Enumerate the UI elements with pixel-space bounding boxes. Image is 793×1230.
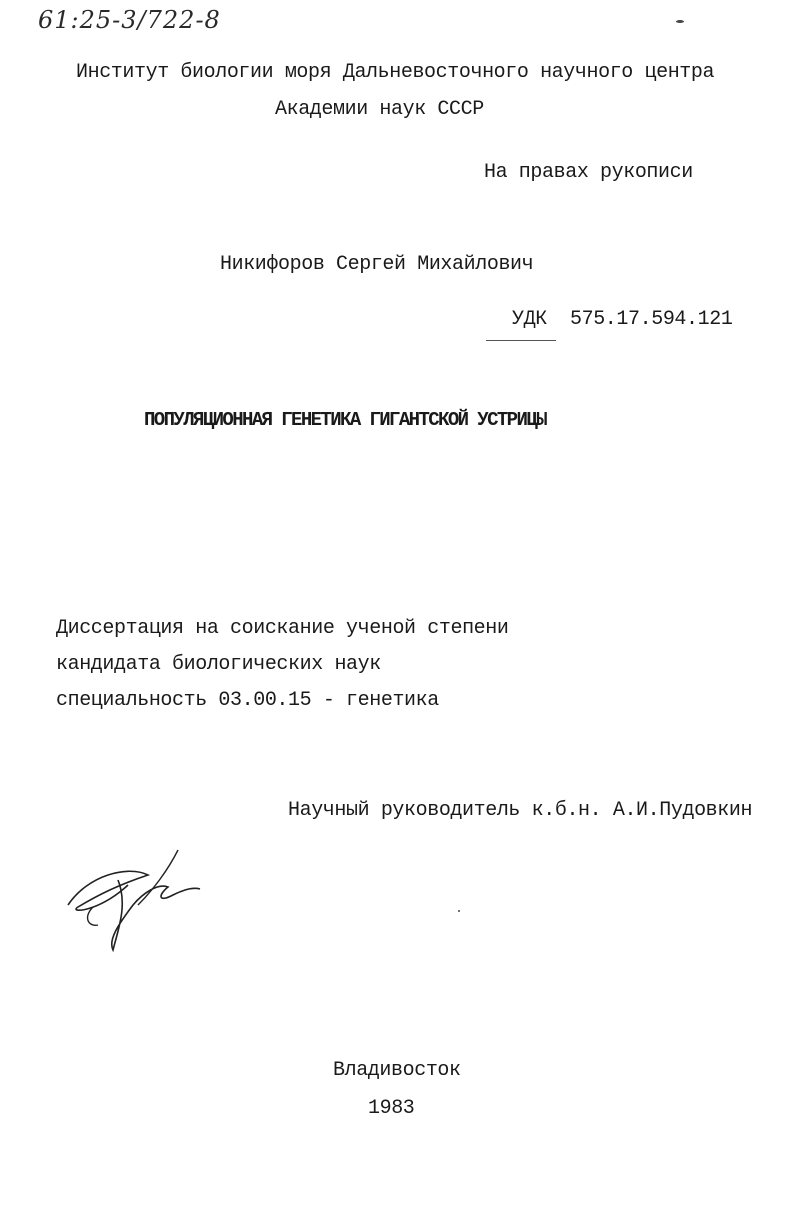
year: 1983 (368, 1097, 415, 1120)
udc-label: УДК (512, 308, 547, 331)
udc-underline (486, 340, 556, 341)
dissertation-line-2: кандидата биологических наук (56, 653, 381, 676)
author-name: Никифоров Сергей Михайлович (220, 253, 534, 276)
corner-mark (676, 20, 684, 23)
supervisor: Научный руководитель к.б.н. А.И.Пудовкин (288, 799, 753, 822)
city: Владивосток (333, 1059, 461, 1082)
institute-line-2: Академии наук СССР (275, 98, 484, 121)
institute-line-1: Институт биологии моря Дальневосточного научного центра (76, 61, 715, 84)
dissertation-line-1: Диссертация на соискание ученой степени (56, 617, 509, 640)
paper-speck (458, 910, 460, 912)
udc-code: 575.17.594.121 (570, 308, 733, 331)
supervisor-signature (58, 845, 208, 955)
handwritten-archive-note: 61:25-3/722-8 (38, 6, 221, 34)
manuscript-rights: На правах рукописи (484, 161, 693, 184)
dissertation-line-3: специальность 03.00.15 - генетика (56, 689, 439, 712)
dissertation-title: ПОПУЛЯЦИОННАЯ ГЕНЕТИКА ГИГАНТСКОЙ УСТРИЦЫ (144, 409, 546, 431)
